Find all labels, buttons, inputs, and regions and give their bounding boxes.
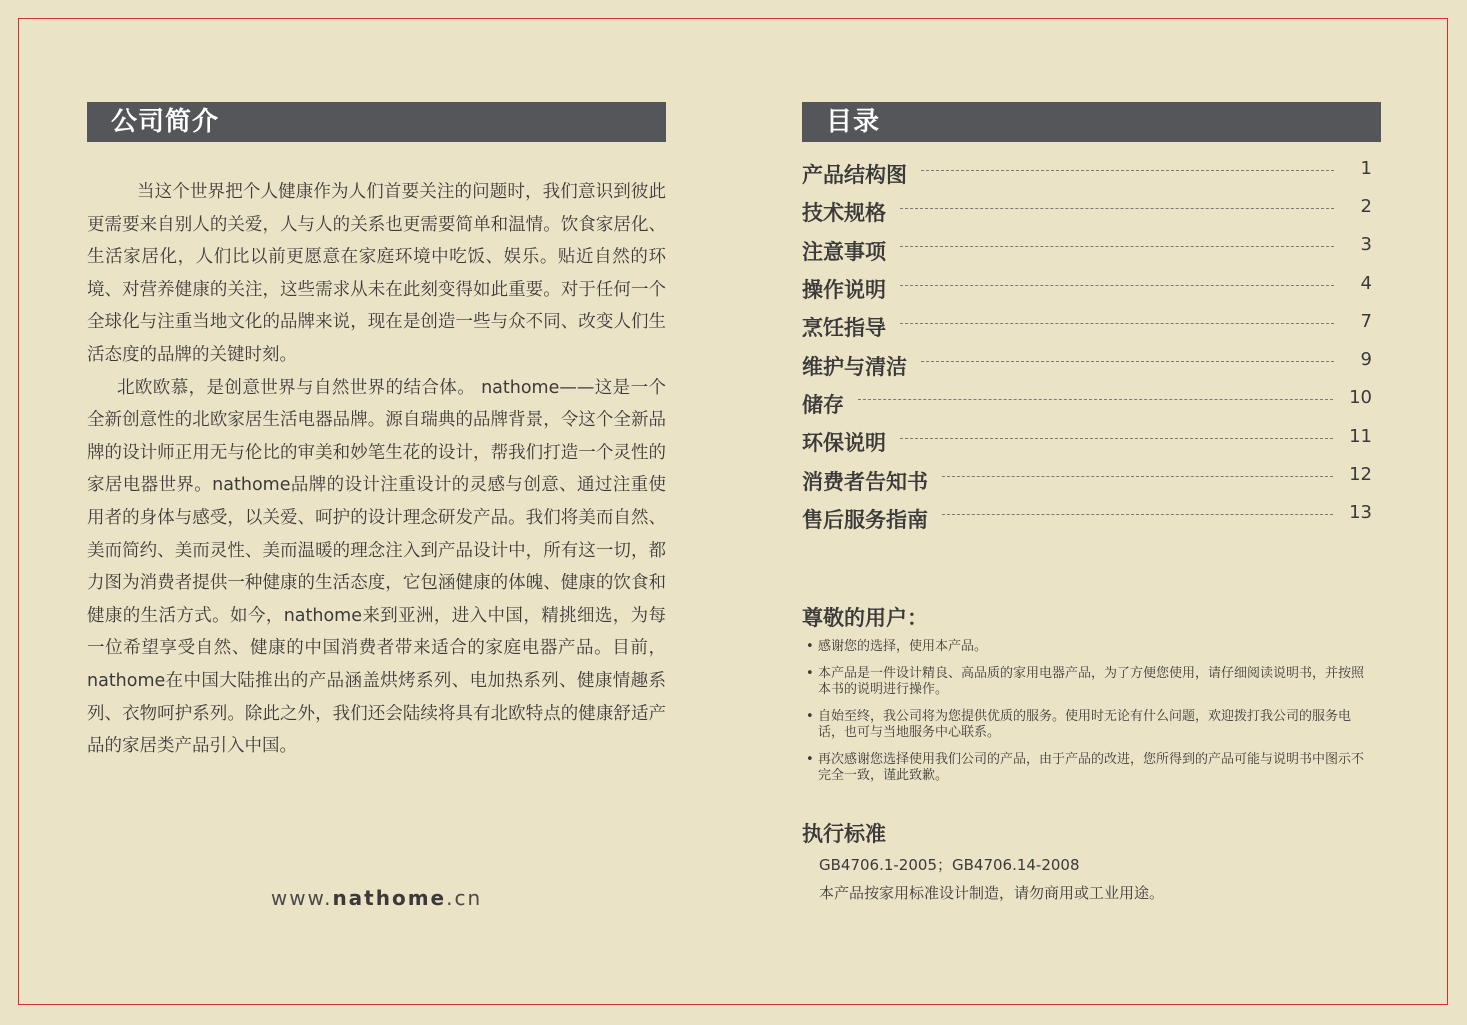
toc-entry-label: 消费者告知书 <box>802 469 928 494</box>
toc-header <box>802 102 1381 142</box>
toc-entry-page: 9 <box>1360 349 1372 371</box>
toc-leader-dots <box>942 514 1333 515</box>
toc-entry-label: 技术规格 <box>802 201 886 226</box>
list-item: • 感谢您的选择，使用本产品。 <box>806 639 1366 656</box>
toc-entry-page: 7 <box>1360 310 1372 332</box>
toc-entry[interactable] <box>802 385 1372 423</box>
toc-entry-page: 2 <box>1360 195 1372 217</box>
dear-user-heading: 尊敬的用户： <box>802 606 928 630</box>
toc-entry-label: 注意事项 <box>802 239 886 264</box>
list-item: • 再次感谢您选择使用我们公司的产品，由于产品的改进，您所得到的产品可能与说明书中图示不完全一致，谨此致歉。 <box>806 752 1366 785</box>
company-intro-body <box>87 176 666 763</box>
list-item: • 本产品是一件设计精良、高品质的家用电器产品，为了方便您使用，请仔细阅读说明书，并按照本书的说明进行操作。 <box>806 666 1366 699</box>
toc-entry-page: 10 <box>1349 387 1372 409</box>
company-intro-header <box>87 102 666 142</box>
toc-entry-page: 4 <box>1360 272 1372 294</box>
toc-leader-dots <box>900 438 1333 439</box>
website-link[interactable] <box>87 886 666 910</box>
toc-entry[interactable] <box>802 423 1372 461</box>
standard-note: 本产品按家用标准设计制造，请勿商用或工业用途。 <box>819 884 1165 902</box>
toc-entry-label: 产品结构图 <box>802 163 907 188</box>
toc-entry[interactable] <box>802 461 1372 499</box>
toc-leader-dots <box>900 323 1334 324</box>
toc-entry[interactable] <box>802 155 1372 193</box>
toc-entry-label: 储存 <box>802 392 844 417</box>
toc-title: 目录 <box>826 107 881 137</box>
toc-entry-label: 环保说明 <box>802 431 886 456</box>
toc-entry[interactable] <box>802 232 1372 270</box>
standard-heading: 执行标准 <box>802 822 886 846</box>
website-suffix: .cn <box>446 886 483 910</box>
toc-entry-page: 13 <box>1349 502 1372 524</box>
list-item: • 自始至终，我公司将为您提供优质的服务。使用时无论有什么问题，欢迎拨打我公司的服务电话，也可与当地服务中心联系。 <box>806 709 1366 742</box>
toc-entry-page: 12 <box>1349 464 1372 486</box>
toc-entry-label: 售后服务指南 <box>802 507 928 532</box>
toc-entry[interactable] <box>802 193 1372 231</box>
toc-leader-dots <box>900 285 1334 286</box>
toc-leader-dots <box>900 208 1334 209</box>
toc-entry-label: 操作说明 <box>802 278 886 303</box>
toc-entry-label: 烹饪指导 <box>802 316 886 341</box>
table-of-contents <box>802 155 1372 538</box>
toc-leader-dots <box>942 476 1333 477</box>
intro-paragraph-1: 当这个世界把个人健康作为人们首要关注的问题时，我们意识到彼此更需要来自别人的关爱，人与人的关系也更需要简单和温情。饮食家居化、生活家居化，人们比以前更愿意在家庭环境中吃饭、娱乐。贴近自然的环境、对营养健康的关注，这些需求从未在此刻变得如此重要。对于任何一个全球化与注重当地文化的品牌来说，现在是创造一些与众不同、改变人们生活态度的品牌的关键时刻。 <box>87 182 666 365</box>
toc-entry-page: 1 <box>1360 157 1372 179</box>
company-intro-title: 公司简介 <box>111 107 220 137</box>
toc-entry-label: 维护与清洁 <box>802 354 907 379</box>
toc-entry[interactable] <box>802 500 1372 538</box>
toc-entry-page: 3 <box>1360 234 1372 256</box>
intro-paragraph-2: 北欧欧慕，是创意世界与自然世界的结合体。 nathome——这是一个全新创意性的北欧家居生活电器品牌。源自瑞典的品牌背景，令这个全新品牌的设计师正用无与伦比的审美和妙笔生花的设计，帮我们打造一个灵性的家居电器世界。nathome品牌的设计注重设计的灵感与创意、通过注重使用者的身体与感受，以关爱、呵护的设计理念研发产品。我们将美而自然、美而简约、美而灵性、美而温暖的理念注入到产品设计中，所有这一切，都力图为消费者提供一种健康的生活态度，它包涵健康的体魄、健康的饮食和健康的生活方式。如今，nathome来到亚洲，进入中国，精挑细选，为每一位希望享受自然、健康的中国消费者带来适合的家庭电器产品。目前，nathome在中国大陆推出的产品涵盖烘烤系列、电加热系列、健康情趣系列、衣物呵护系列。除此之外，我们还会陆续将具有北欧特点的健康舒适产品的家居类产品引入中国。 <box>87 377 666 757</box>
toc-leader-dots <box>921 361 1334 362</box>
toc-leader-dots <box>900 246 1334 247</box>
toc-entry-page: 11 <box>1349 425 1372 447</box>
standard-codes: GB4706.1-2005；GB4706.14-2008 <box>819 856 1080 874</box>
toc-entry[interactable] <box>802 270 1372 308</box>
toc-entry[interactable] <box>802 308 1372 346</box>
toc-entry[interactable] <box>802 346 1372 384</box>
toc-leader-dots <box>921 170 1334 171</box>
user-notes-list <box>806 639 1366 795</box>
website-prefix: www. <box>270 886 333 910</box>
toc-leader-dots <box>858 399 1333 400</box>
website-brand: nathome <box>332 886 447 910</box>
